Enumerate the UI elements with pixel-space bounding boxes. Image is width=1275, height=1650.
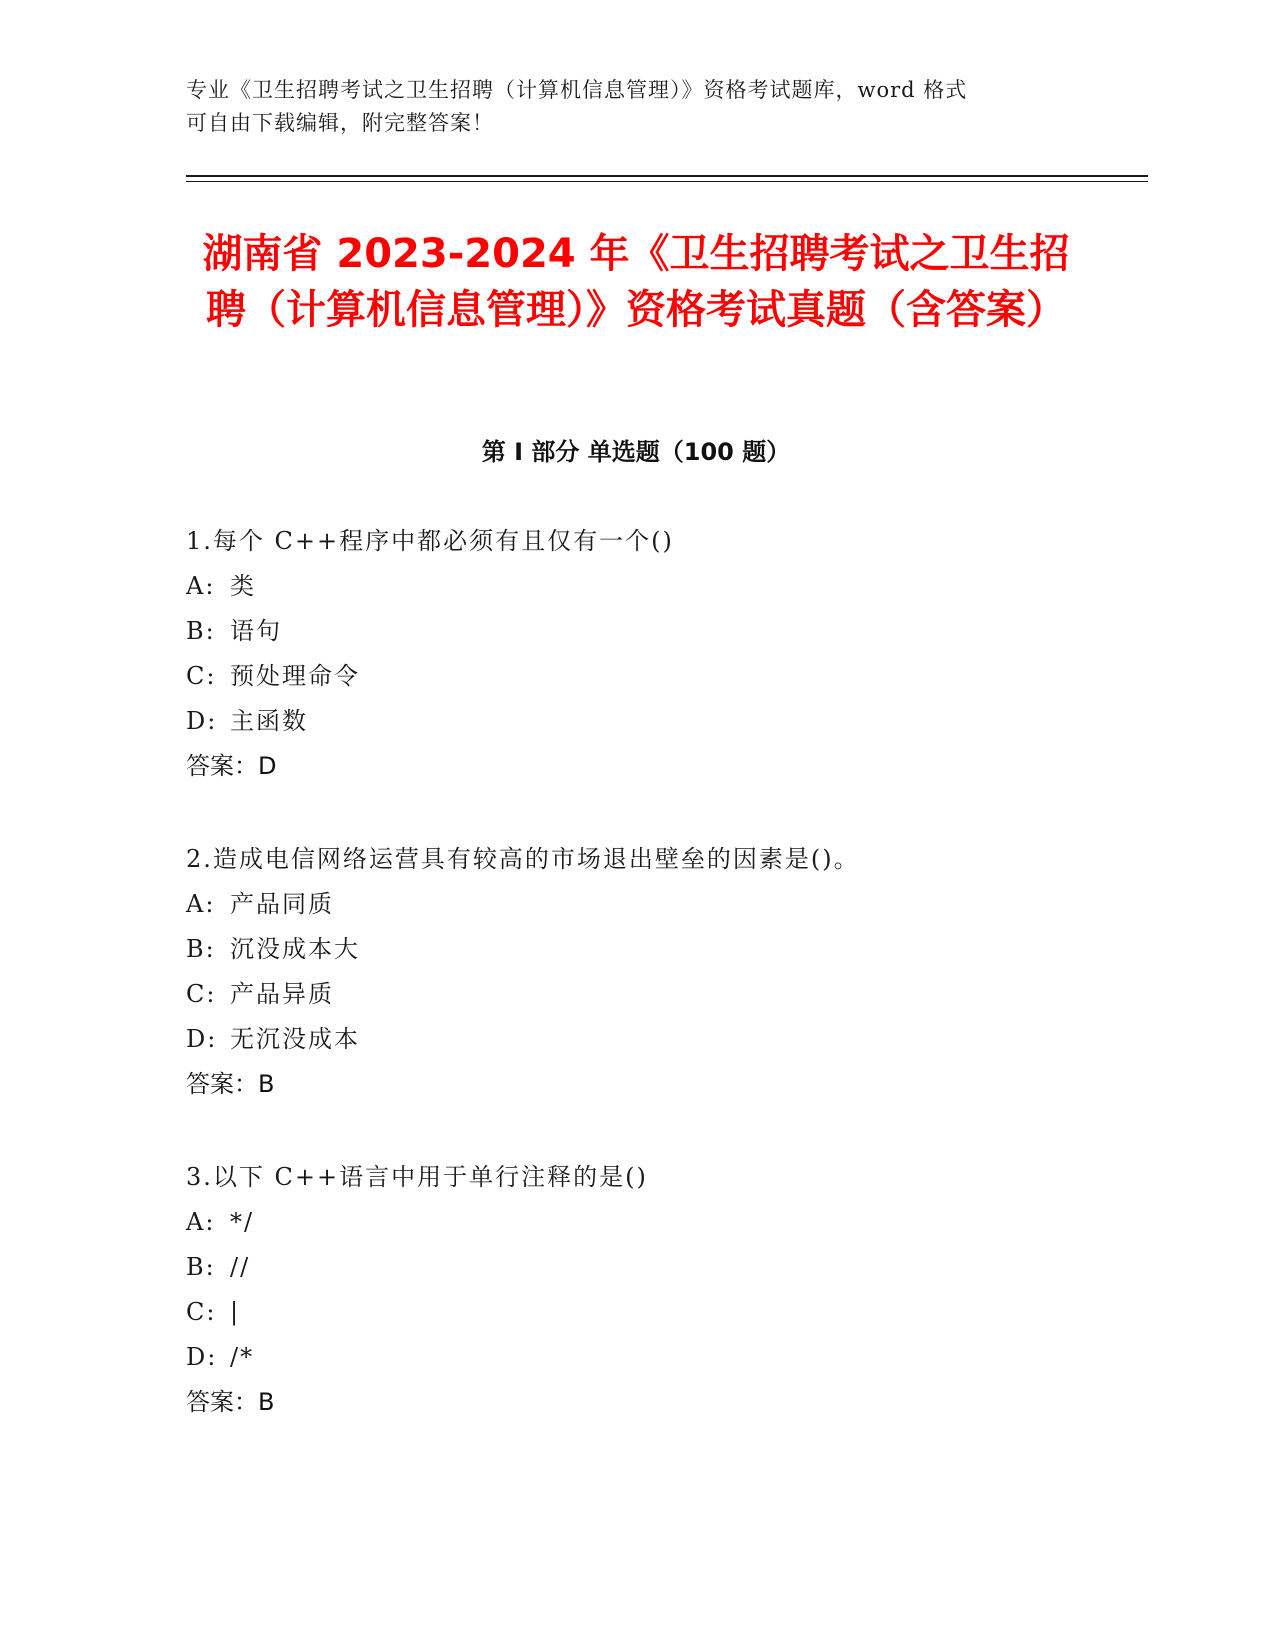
header-divider-thin [186,181,1148,182]
option-c [186,661,1106,706]
header-divider-thick [186,175,1148,177]
option-text: 语句 [230,617,282,645]
option-key: C: [186,1298,217,1326]
option-d [186,1024,1106,1069]
answer-line: 答案：D [186,752,277,780]
option-text: 产品同质 [230,890,334,918]
option-text: 沉没成本大 [230,935,360,963]
option-text: 产品异质 [230,980,334,1008]
section-heading: 第 I 部分 单选题（100 题） [481,438,791,466]
question-stem: 1.每个 C++程序中都必须有且仅有一个() [186,527,674,555]
option-text: 主函数 [230,707,308,735]
option-text: /* [230,1343,255,1371]
option-d [186,1342,1106,1387]
option-c [186,1297,1106,1342]
option-b [186,1252,1106,1297]
answer-line: 答案：B [186,1388,275,1416]
option-b [186,934,1106,979]
option-text: | [230,1298,241,1326]
header-note [186,74,1066,140]
option-key: A: [186,890,216,918]
option-key: C: [186,980,217,1008]
answer-line: 答案：B [186,1070,275,1098]
option-b [186,616,1106,661]
option-key: B: [186,935,216,963]
header-note-line-2: 可自由下载编辑，附完整答案！ [186,111,494,135]
option-a [186,1207,1106,1252]
header-note-line-1: 专业《卫生招聘考试之卫生招聘（计算机信息管理）》资格考试题库，word 格式 [186,78,968,102]
option-text: */ [230,1208,255,1236]
question-1 [186,526,1106,796]
document-title: 湖南省 2023-2024 年《卫生招聘考试之卫生招聘（计算机信息管理）》资格考试真题（含答案） [202,231,1070,333]
option-text: 无沉没成本 [230,1025,360,1053]
option-text: 预处理命令 [230,662,360,690]
option-d [186,706,1106,751]
question-3 [186,1162,1106,1432]
option-key: A: [186,1208,216,1236]
option-key: D: [186,1025,218,1053]
option-key: D: [186,707,218,735]
question-2 [186,844,1106,1114]
option-key: C: [186,662,217,690]
option-text: 类 [230,572,256,600]
option-key: B: [186,617,216,645]
question-stem: 2.造成电信网络运营具有较高的市场退出壁垒的因素是()。 [186,845,860,873]
option-a [186,889,1106,934]
option-key: A: [186,572,216,600]
option-a [186,571,1106,616]
question-stem: 3.以下 C++语言中用于单行注释的是() [186,1163,648,1191]
option-key: D: [186,1343,218,1371]
option-c [186,979,1106,1024]
option-key: B: [186,1253,216,1281]
option-text: // [230,1253,251,1281]
